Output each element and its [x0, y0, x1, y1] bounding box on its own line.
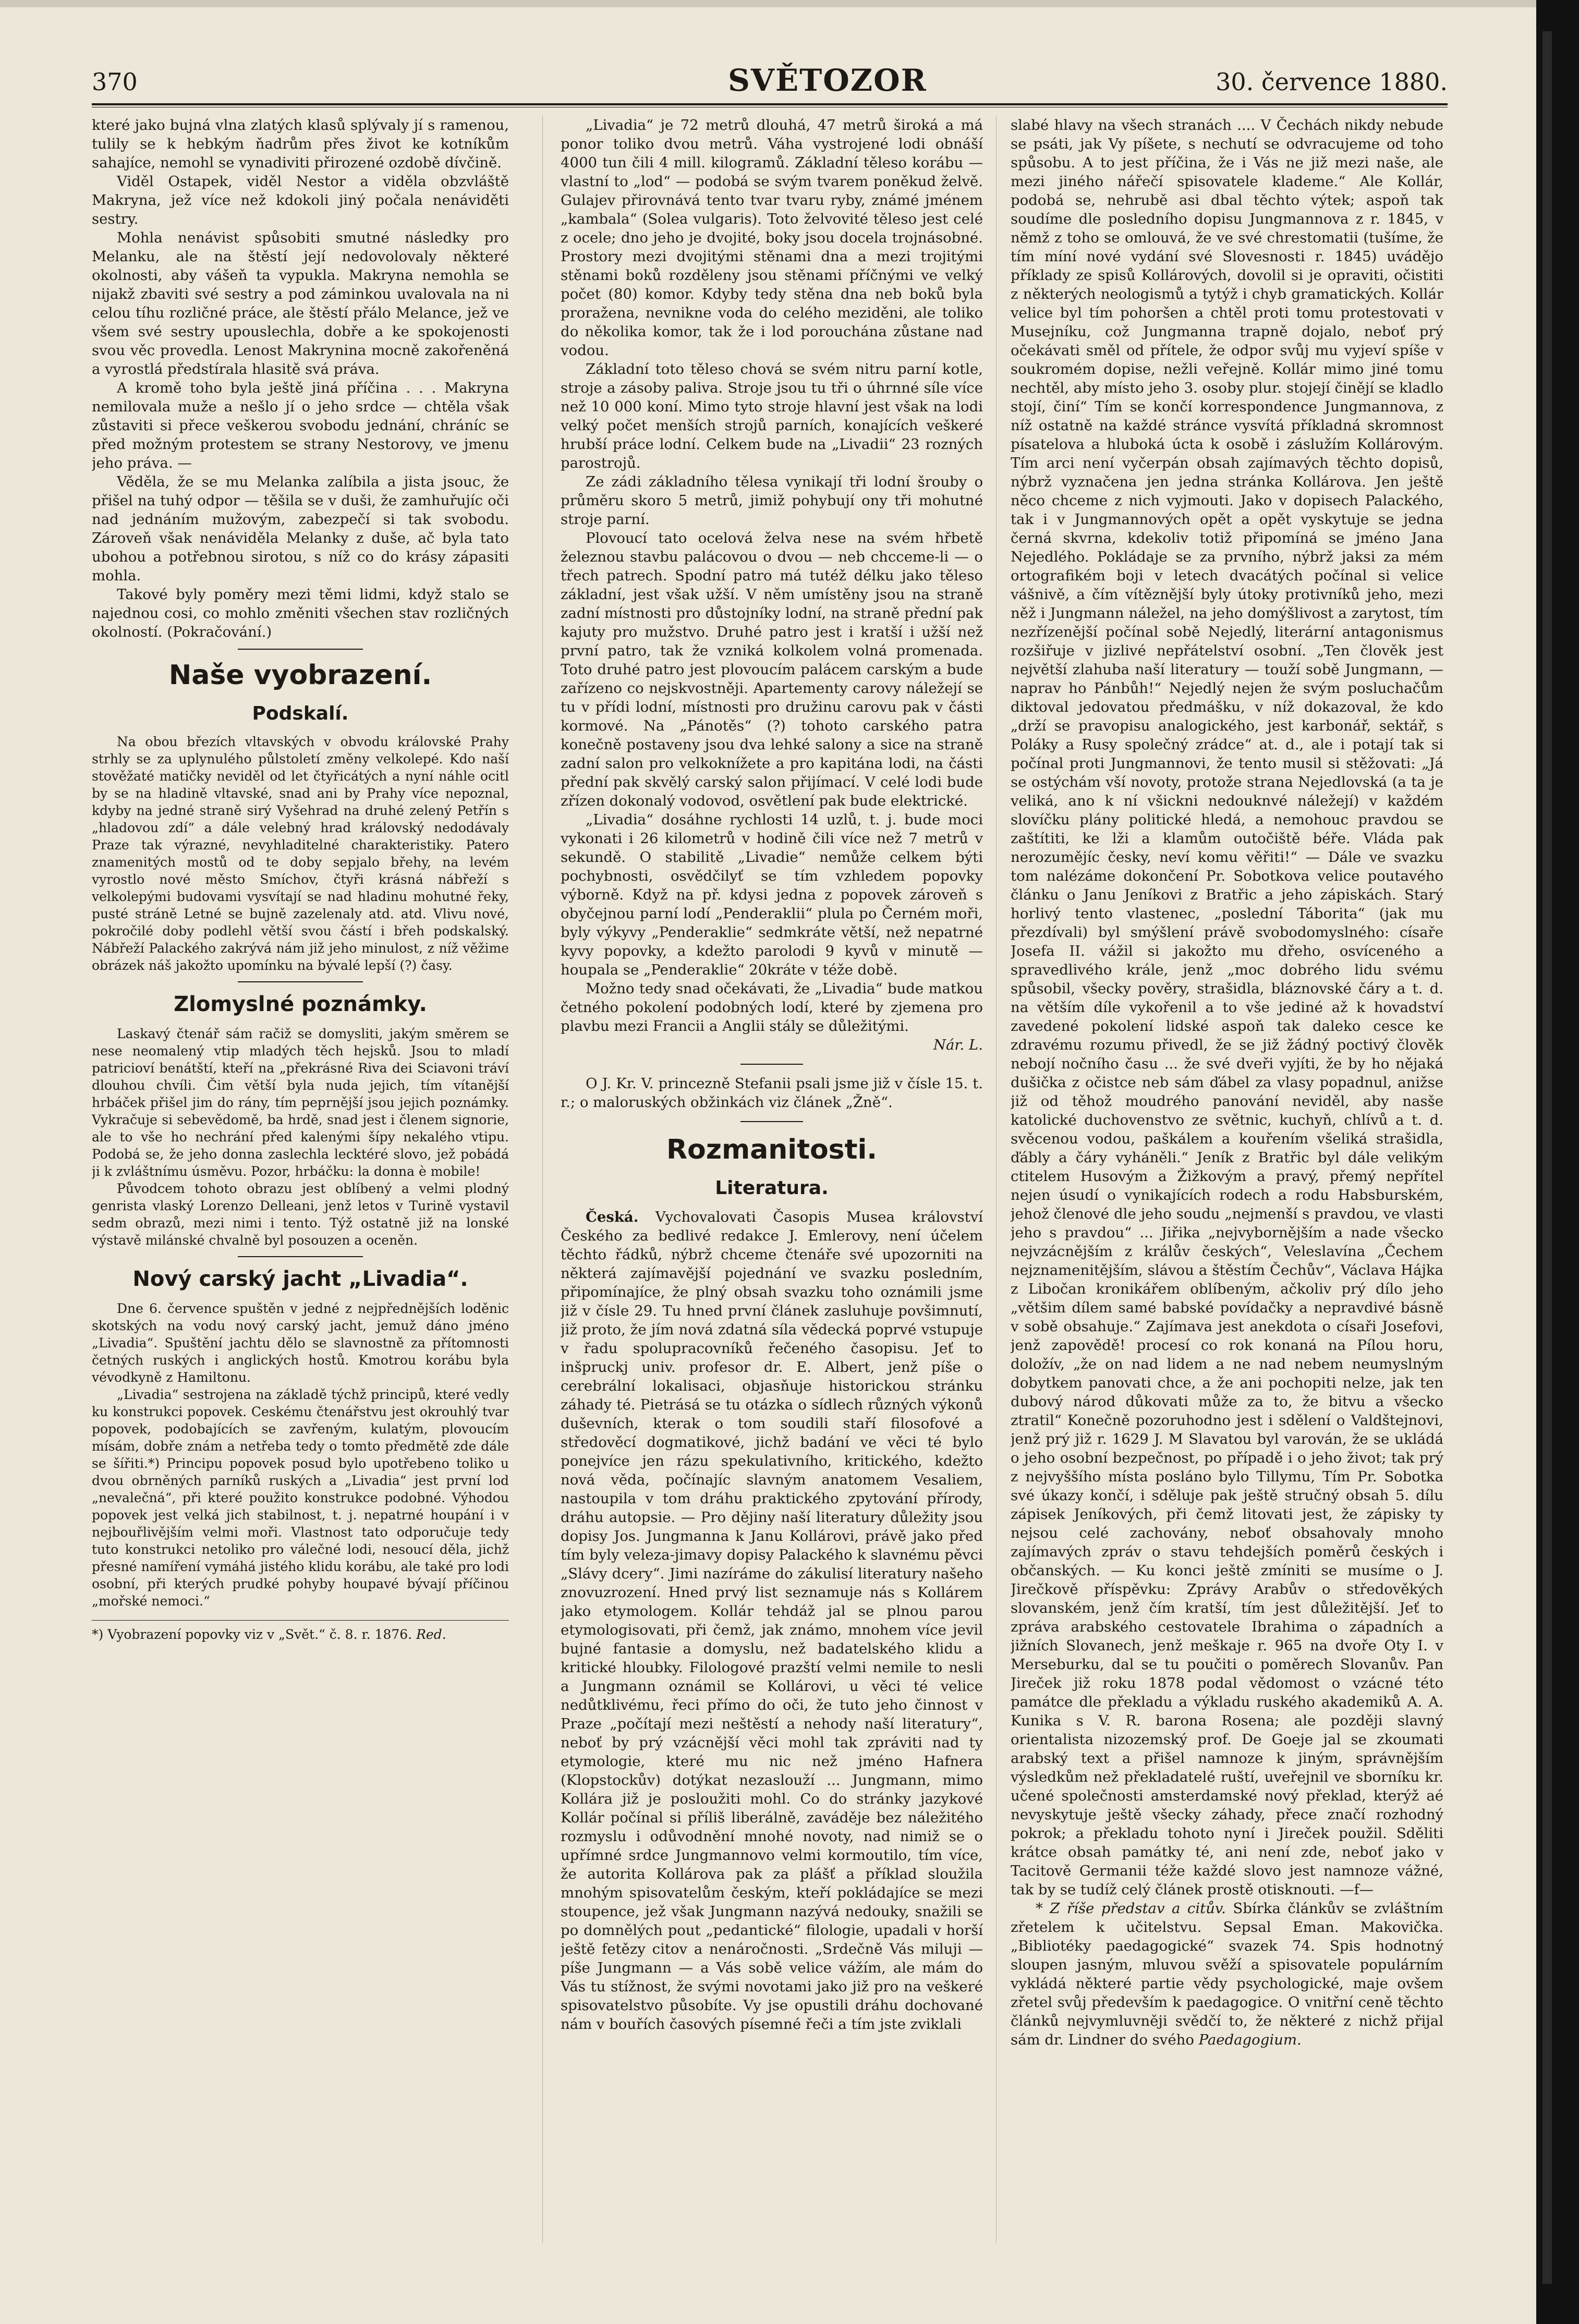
paragraph: Mohla nenávist spůsobiti smutné následky pro Melanku, ale na štěstí její nedovolovaly některé okolnosti, aby vášeň ta vypukla. Makryna nemohla se nijakž zbaviti své sestry a pod záminkou uvalovala na ni celou tíhu rozličné práce, ale štěstí přálo Melance, jež ve všem své sestry upouslechla, dobře a ke spokojenosti svou věc provedla. Lenost Makrynina mocně zakořeněná a vyrostlá předstírala hlasitě svá práva. [92, 229, 509, 378]
column-3 [1011, 116, 1443, 2243]
page-number: 370 [92, 68, 138, 96]
paragraph: Původcem tohoto obrazu jest oblíbený a velmi plodný genrista vlaský Lorenzo Delleani, jenž letos v Turině vystavil sedm obrazů, mezi nimi i tento. Týž ostatně již na lonské výstavě milánské chvalně byl posouzen a oceněn. [92, 1181, 509, 1248]
section-divider [238, 1256, 363, 1257]
column-1 [92, 116, 509, 2243]
section-subtitle: Literatura. [715, 1177, 829, 1199]
paragraph [561, 1208, 983, 2034]
scan-dark-margin-inner [1542, 31, 1552, 2284]
section-title: Rozmanitosti. [666, 1134, 878, 1165]
article-signature [561, 1036, 983, 1054]
page-header [92, 63, 1448, 99]
continuation-note: (Pokračování.) [167, 624, 272, 640]
paragraph: slabé hlavy na všech stranách .... V Čechách nikdy nebude se psáti, jak Vy píšete, s nechutí se odvracujeme od toho spůsobu. A to jest příčina, že i Vás ne již mezi naše, ale mezi jiného nářečí spisovatele klademe.“ Ale Kollár, podobá se, nehrubě asi dbal těchto výtek; aspoň tak soudíme dle posledního dopisu Jungmannova z r. 1845, v němž z toho se omlouvá, že ve své chrestomatii (tušíme, že tím míní nové vydání své Slovesnosti r. 1845) uvádějo příklady ze spisů Kollárových, dovolil si je opraviti, očistiti z některých neologismů a tytýž i chyb gramatických. Kollár velice byl tím pohoršen a chtěl proti tomu protestovati v Musejníku, což Jungmanna trapně dojalo, neboť prý očekávati směl od přítele, že odpor svůj mu vyjeví spíše v soukromém dopise, nežli veřejně. Kollár mimo jiné tomu nechtěl, aby místo jeho 3. osoby plur. stojejí činějí se kladlo stojí, činí“ Tím se končí korrespondence Jungmannova, z níž ostatně na každé stránce vysvítá příkladná skromnost písatelova a hluboká úcta k osobě i záslužím Kollárovým. Tím arci není vyčerpán obsah zajímavých těchto dopisů, nýbrž vyznačena jen jedna stránka Kollárova. Jen ještě něco chceme z nich vyjmouti. Jako v dopisech Palackého, tak i v Jungmannových opět a opět vyskytuje se jedna černá skvrna, kdekoliv totiž připomíná se jméno Jana Nejedlého. Pokládaje se za prvního, nýbrž jaksi za mém ortografikém boji v letech dvacátých počínal si velice vášnivě, a čím vítěznější byly útoky protivníků jeho, mezi něž i Jungmann náležel, na jeho domýšlivost a zarytost, tím nezřízenější počínal sobě Nejedlý, literární antagonismus rozšiřuje v jizlivé nepřátelství osobní. „Ten člověk jest největší zlahuba naší literatury — touží sobě Jungmann, — naprav ho Pánbůh!“ Nejedlý nejen že svým posluchačům diktoval jedovatou předmášku, v níž dokazoval, že kdo „drží se pravopisu analogického, jest karbonář, sektář, s Poláky a Rusy společný zrádce“ at. d., ale i potají tak si počínal proti Jungmannovi, že tento musil si stěžovati: „Já se ostýchám vší novoty, protože strana Nejedlovská (a ta je veliká, ano k ní všickni nedouknvé náležejí) v každém slovíčku plány politické hledá, a nemohouc pravdou se zaštítiti, ke lži a klamům outočiště béře. Vláda pak nerozumějíc česky, neví komu věřiti!“ — Dále ve svazku tom nalézáme dokončení Pr. Sobotkova velice poutavého článku o Janu Jeníkovi z Bratřic a jeho zápiskách. Starý horlivý tento vlastenec, „poslední Táborita“ (jak mu přezdívali) byl smýšlení právě svobodomyslného: císaře Josefa II. vážil si jakožto mu dřeho, osvíceného a spravedlivého krále, jenž „moc dobrého lidu svému spůsobil, všecky pověry, strašidla, bláznovské čáry a t. d. na větším díle vykořenil a to vše jediné až k hovadství zavedené pokolení lidské aspoň tak daleko cesce ke zdravému rozumu přivedl, že se již žádný poctivý člověk nebojí nočního času ... že své dveři vyjíti, že by ho nějaká dušička z očistce neb sám ďábel za vlasy popadnul, anižse již od těhož moudrého panování neviděl, aby nasše katolické duchovenstvo ze světnic, kuchyň, chlívů a t. d. svěcenou vodou, paškálem a kouřením všeliká strašidla, ďábly a čáry vyháněli.“ Jeník z Bratřic byl dále velikým ctitelem Husovým a Žižkovým a pravý, přemý nepřítel nejen úsudí o vynikajících rodech a rodu Habsburském, jehož členové dle jeho soudu „nejmenší s pravdou, ve vlasti jeho s pravdou“ ... Jiřika „nejvybornějším a nade všecko nejvzácnějším z králův českých“, Veleslavína „Čechem nejznamenitějším, slávou a štěstím Čechův“, Václava Hájka z Libočan kronikářem oblíbeným, ačkoliv prý dílo jeho „většim dílem samé babské povídačky a nepravdivé básně v sobě obsahuje.“ Zajímava jest anekdota o císaři Josefovi, jenž zapovědě! procesí co rok konaná na Pílou horu, doložív, „že on nad lidem a ne nad nebem neumyslným dobytkem panovati chce, a že ani pochopiti nelze, jak ten dubový národ důkovati může za to, že bitvu a všecko ztratil“ Konečně pozoruhodno jest i sdělení o Valdštejnovi, jenž prý již r. 1629 J. M Slavatou byl varován, že se ukládá o jeho osobní bezpečnost, po případě i o jeho život; tak prý z nejvyššího místa posláno bylo Tillymu, Tím Pr. Sobotka své úkazy končí, i sděluje pak ještě stručný obsah 5. dílu zápisek Jeníkových, při čemž litovati jest, že zápisky ty nejsou celé zachovány, neboť obsahovaly mnoho zajímavých zpráv o stavu tehdejších poměrů českých i občanských. — Ku konci ještě zmíniti se musíme o J. Jirečkově příspěvku: Zprávy Arabův o středověkých slovanském, jenž čím kratší, tím jest důležitější. Jeť to zpráva arabského cestovatele Ibrahima o západních a jižních Slovanech, jenž meškaje r. 965 na dvoře Oty I. v Merseburku, dal se tu poučiti o poměrech Slovanův. Pan Jireček již roku 1878 podal vědomost o vzácné této památce dle překladu a výkladu ruského akademiků A. A. Kunika s V. R. barona Rosena; ale později slavný orientalista nizozemský prof. De Goeje jal se zkoumati arabský text a přišel namnoze k jiným, správnějším výsledkům než překladatelé ruští, uveřejnil ve sborníku kr. učené společnosti amsterdamské nový překlad, kterýž aé nevyskytuje ještě všecky záhady, přece značí rozhodný pokrok; a překladu tohoto nyní i Jireček použil. Sděliti krátce obsah památky té, ani není zde, neboť jako v Tacitově Germanii téže každé slovo jest namnoze vážné, tak by se tudíž celý článek prostě otisknouti. —f— [1011, 117, 1443, 1898]
issue-date: 30. července 1880. [1216, 68, 1448, 96]
footnote-text: *) Vyobrazení popovky viz v „Svět.“ č. 8. r. 1876. [92, 1627, 412, 1642]
paragraph: Ze zádi základního tělesa vynikají tři lodní šrouby o průměru skoro 5 metrů, jimiž pohybují ony tři mohutné stroje parní. [561, 473, 983, 528]
paragraph-end: Paedagogium. [1198, 2031, 1302, 2048]
paragraph: Možno tedy snad očekávati, že „Livadia“ bude matkou četného pokolení podobných lodí, které by zjemena pro plavbu mezi Francii a Anglii stály se důležitými. [561, 980, 983, 1035]
column-divider [996, 116, 997, 2243]
paragraph [1011, 1899, 1443, 2049]
section-divider [238, 981, 363, 982]
paragraph: Základní toto těleso chová se svém nitru parní kotle, stroje a zásoby paliva. Stroje jsou tu tři o úhrnné síle více než 10 000 koní. Mimo tyto stroje hlavní jest však na lodi velký počet menších strojů parních, konajících veškeré hrubší práce lodní. Celkem bude na „Livadii“ 23 rozných parostrojů. [561, 361, 983, 471]
section-divider [238, 649, 363, 650]
paragraph-text: Takové byly poměry mezi těmi lidmi, když stalo se najednou cosi, co mohlo změniti všechen stav rozličných okolností. [92, 586, 509, 640]
section-divider [740, 1064, 803, 1065]
masthead-title: SVĚTOZOR [728, 63, 927, 98]
paragraph: O J. Kr. V. princezně Stefanii psali jsme již v čísle 15. t. r.; o maloruských obžinkách viz článek „Žně“. [561, 1075, 983, 1111]
header-rule [92, 103, 1448, 105]
paragraph-text: Sbírka článkův se zvláštním zřetelem k učitelstvu. Sepsal Eman. Makovička. „Bibliotéky paedagogické“ svazek 74. Spis hodnotný sloupen jasným, mluvou svěží a spisovatele populárním vykládá některé partie vědy psychologické, maje ovšem zřetel svůj především k paedagogice. O vnitřní ceně těchto článků nejvymluvněji svědčí to, že některé z nichž přijal sám dr. Lindner do svého [1011, 1900, 1443, 2048]
paragraph: „Livadia“ sestrojena na základě týchž principů, které vedly ku konstrukci popovek. Ceskému čtenářstvu jest okrouhlý tvar popovek, podobajících se zavřeným, kulatým, plovoucím mísám, dobře znám a netřeba tedy o tomto předmětě zde dále se šířiti.*) Principu popovek posud bylo upotřebeno toliko u dvou obrněných parníků ruských a „Livadia“ jest první lod „nevalečná“, při které použito konstrukce podobné. Výhodou popovek jest velká jich stabilnost, t. j. nepatrné houpání i v nejbouřlivějším velmi moři. Vlastnost tato odporučuje tedy tuto konstrukci netoliko pro válečné lodi, nesoucí děla, jichž přesné namíření vymáhá jistého klidu korábu, ale také pro lodi osobní, při kterých prudké pohyby houpavé bývají příčinou „mořské nemoci.“ [92, 1387, 509, 1609]
paragraph: A kromě toho byla ještě jiná příčina . . . Makryna nemilovala muže a nešlo jí o jeho srdce — chtěla však zůstaviti si přece veškerou svobodu jednání, chráníc se před možným protestem se strany Nestorovy, ve jmenu jeho práva. — [92, 380, 509, 471]
paragraph: „Livadia“ dosáhne rychlosti 14 uzlů, t. j. bude moci vykonati i 26 kilometrů v hodině čili více než 7 metrů v sekundě. O stabilitě „Livadie“ nemůže celkem býti pochybnosti, osvědčilyť se tím vzhledem popovky výborně. Když na př. kdysi jedna z popovek zároveň s obyčejnou parní lodí „Penderaklii“ plula po Černém moři, byly výkyvy „Penderaklie“ sedmkráte větší, než nepatrné kyvy popovky, a kdežto parolodi 9 kyvů v minutě — houpala se „Penderaklie“ 20kráte v téže době. [561, 811, 983, 978]
footnote-signature: Red. [416, 1627, 446, 1642]
section-title: Naše vyobrazení. [168, 660, 432, 691]
paragraph: Laskavý čtenář sám račiž se domysliti, jakým směrem se nese neomalený vtip mladých těch hejsků. Jsou to mladí patricioví benátští, kteří na „překrásné Riva dei Sciavoni tráví dlouhou chvíli. Čim větší byla nuda jejich, tím vítanější hrbáček přišel jim do rány, tím peprnější jsou jejich poznámky. Vykračuje si sebevědomě, ba hrdě, snad jest i členem signorie, ale to vše ho nechrání před kalenými šípy nekalého vtipu. Podobá se, že jeho donna zaslechla lecktéré slovo, jež pobádá ji k zvláštnímu úsměvu. Pozor, hrbáčku: la donna è mobile! [92, 1026, 509, 1179]
paragraph-text: Vychovalovati Časopis Musea království Českého za bedlivé redakce J. Emlerovy, není účelem těchto řádků, nýbrž chceme čtenáře své upozorniti na některá zajímavější pojednání ve svazku posledním, připomínajíce, že plný obsah svazku toho oznámili jsme již v čísle 29. Tu hned první článek zasluhuje povšimnutí, již proto, že jím nová zdatná síla vědecká poprvé vstupuje v řadu spolupracovníků řečeného časopisu. Jeť to inšpruckj univ. profesor dr. E. Albert, jenž píše o cerebrální lokalisaci, objasňuje historickou stránku záhady té. Pietrásá se tu otázka o sídlech různých výkonů duševních, kterak o tom soudili staří filosofové a středověcí dogmatikové, jichž badání ve věci té bylo ponejvíce jen rázu spekulativního, kritického, kdežto nová věda, počínajíc slavným anatomem Vesaliem, nastoupila v tom dráhu praktického zpytování přírody, dráhu autopsie. — Pro dějiny naší literatury důležity jsou dopisy Jos. Jungmanna k Janu Kollárovi, právě jako před tím byly veleza-jimavy dopisy Palackého k slavnému pěvci „Slávy dcery“. Jimi nazíráme do zákulisí literatury našeho znovuzrození. Hned prvý list seznamuje nás s Kollárem jako etymologem. Kollár tehdáž jal se plnou parou etymologisovati, při čemž, jak známo, mnohem více jevil bujné fantasie a domyslu, než badatelského klidu a kritické hloubky. Filologové prazští velmi nemile to nesli a Jungmann oznámil se Kollárovi, u věci té velice nedůtklivému, řeci přímo do oči, že tuto jeho činnost v Praze „počítají mezi neštěstí a nehody naší literatury“, neboť by prý vzácnější věci mohl tak zpráviti nad ty etymologie, které mu nic než jméno Hafnera (Klopstockův) dotýkat nezaslouží ... Jungmann, mimo Kollára již je posloužiti mohl. Co do stránky jazykové Kollár počínal si příliš liberálně, zaváděje bez náležitého rozmyslu i odůvodnění mnohé novoty, nad nimiž se o upřímné srdce Jungmannovo velmi kormoutilo, tím více, že autorita Kollárova pak za plášť a příklad sloužila mnohým spisovatelům českým, kteří pokládajíce se mezi stoupence, jež však Jungmann nazývá nedouky, snažili se po domnělých pout „pedantické“ filologie, upadali v horší ještě fetězy citov a nenáročnosti. „Srdečně Vás miluji — píše Jungmann — a Vás sobě velice vážím, ale mám do Vás tu stížnost, že svými novotami jako již pro na veškeré spisovatelstvo působíte. Vy jse opustili dráhu dochované nám v bouřích časových písemné řeči a tím jste zviklali [561, 1209, 983, 2033]
paragraph: Viděl Ostapek, viděl Nestor a viděla obzvláště Makryna, jež více než kdokoli jiný počala nenáviděti sestry. [92, 173, 509, 227]
paragraph-lead: Česká. [586, 1209, 639, 1225]
paragraph [92, 585, 509, 641]
section-title: Nový carský jacht „Livadia“. [132, 1267, 468, 1291]
section-divider [740, 1121, 803, 1122]
column-2 [561, 116, 983, 2243]
paragraph: Plovoucí tato ocelová želva nese na svém hřbetě železnou stavbu palácovou o dvou — neb chcceme-li — o třech patrech. Spodní patro má tutéž délku jako těleso základní, jest však užší. V něm umístěny jsou na straně zadní místnosti pro důstojníky lodní, na straně přední pak kajuty pro mužstvo. Druhé patro jest i kratší i užší než první patro, tak že vzniká kolkolem volná promenada. Toto druhé patro jest plovoucím palácem carským a bude zařízeno co nejskvostněji. Apartementy carovy náležejí se tu v přídi lodní, místnosti pro družinu carovu pak v části kormové. Na „Pánotěs“ (?) tohoto carského patra konečně postaveny jsou dva lehké salony a sice na straně zadní salon pro velkoknížete a pro kapitána lodi, na části přední pak skvělý carský salon přijímací. V celé lodi bude zřízen dokonalý vodovod, osvětlení pak bude elektrické. [561, 530, 983, 809]
paragraph: které jako bujná vlna zlatých klasů splývaly jí s ramenou, tulily se k hebkým ňadrům přes život ke kotníkům sahajíce, nemohl se vynadiviti přirozené ozdobě dívčině. [92, 117, 509, 171]
section-subtitle: Podskalí. [252, 703, 349, 724]
footnote [92, 1626, 509, 1643]
scan-top-edge [0, 0, 1536, 7]
paragraph-lead: * Z říše představ a citův. [1036, 1900, 1226, 1917]
paragraph: Dne 6. července spuštěn v jedné z nejpřednějších loděnic skotských na vodu nový carský jacht, jemuž dáno jméno „Livadia“. Spuštění jachtu dělo se slavnostně za přítomnosti četných ruských i anglických hostů. Kmotrou korábu byla vévodkyně z Hamiltonu. [92, 1301, 509, 1385]
paragraph: „Livadia“ je 72 metrů dlouhá, 47 metrů široká a má ponor toliko dvou metrů. Váha vystrojené lodi obnáší 4000 tun čili 4 mill. kilogramů. Základní těleso korábu — vlastní to „lod“ — podobá se svým tvarem poněkud želvě. Gulajev přirovnává tento tvar tvaru ryby, známé jménem „kambala“ (Solea vulgaris). Toto želvovité těleso jest celé z ocele; dno jeho je dvojité, boky jsou docela trojnásobné. Prostory mezi dvojitými stěnami dna a mezi trojitými stěnami boků rozděleny jsou stěnami příčnými ve velký počet (80) komor. Kdyby tedy stěna dna neb boků byla proražena, nevnikne voda do celého meziděni, ale toliko do několika komor, tak že i lod porouchána zůstane nad vodou. [561, 117, 983, 359]
paragraph: Věděla, že se mu Melanka zalíbila a jista jsouc, že přišel na tuhý odpor — těšila se v duši, že zamhuřujíc oči nad jednáním mužovým, zabezpečí si tak svobodu. Zároveň však nenáviděla Melanky z duše, ač byla tato ubohou a potřebnou sirotou, s níž co do krásy zápasiti mohla. [92, 473, 509, 584]
section-title: Zlomyslné poznámky. [174, 992, 427, 1016]
signature-text: Nár. L. [933, 1037, 983, 1053]
column-divider [542, 116, 543, 2243]
paragraph: Na obou březích vltavských v obvodu královské Prahy strhly se za uplynulého půlstoletí změny velkolepé. Kdo naší stověžaté matičky neviděl od let čtyřicátých a nyní náhle ocitl by se na hladině vltavské, snad ani by Prahy více nepoznal, kdyby na jedné straně sirý Vyšehrad na druhé zelený Petřín s „hladovou zdí“ a dále velebný hrad královský nedodávaly Praze tak výrazné, nevyhladitelné charakteristiky. Patero znamenitých mostů od te doby sepjalo břehy, na levém vyrostlo nové město Smíchov, čtyři krásná nábřeží s velkolepými budovami vysvítají se nad hladinu mohutné řeky, pusté stráně Letné se bujně zazelenaly atd. atd. Vlivu nové, pokročilé doby podlehl větší svou částí i břeh podskalský. Nábřeží Palackého zakrývá nám již jeho minulost, z níž věžime obrázek náš jakožto upomínku na bývalé lepší (?) časy. [92, 734, 509, 973]
footnote-rule [92, 1620, 509, 1621]
